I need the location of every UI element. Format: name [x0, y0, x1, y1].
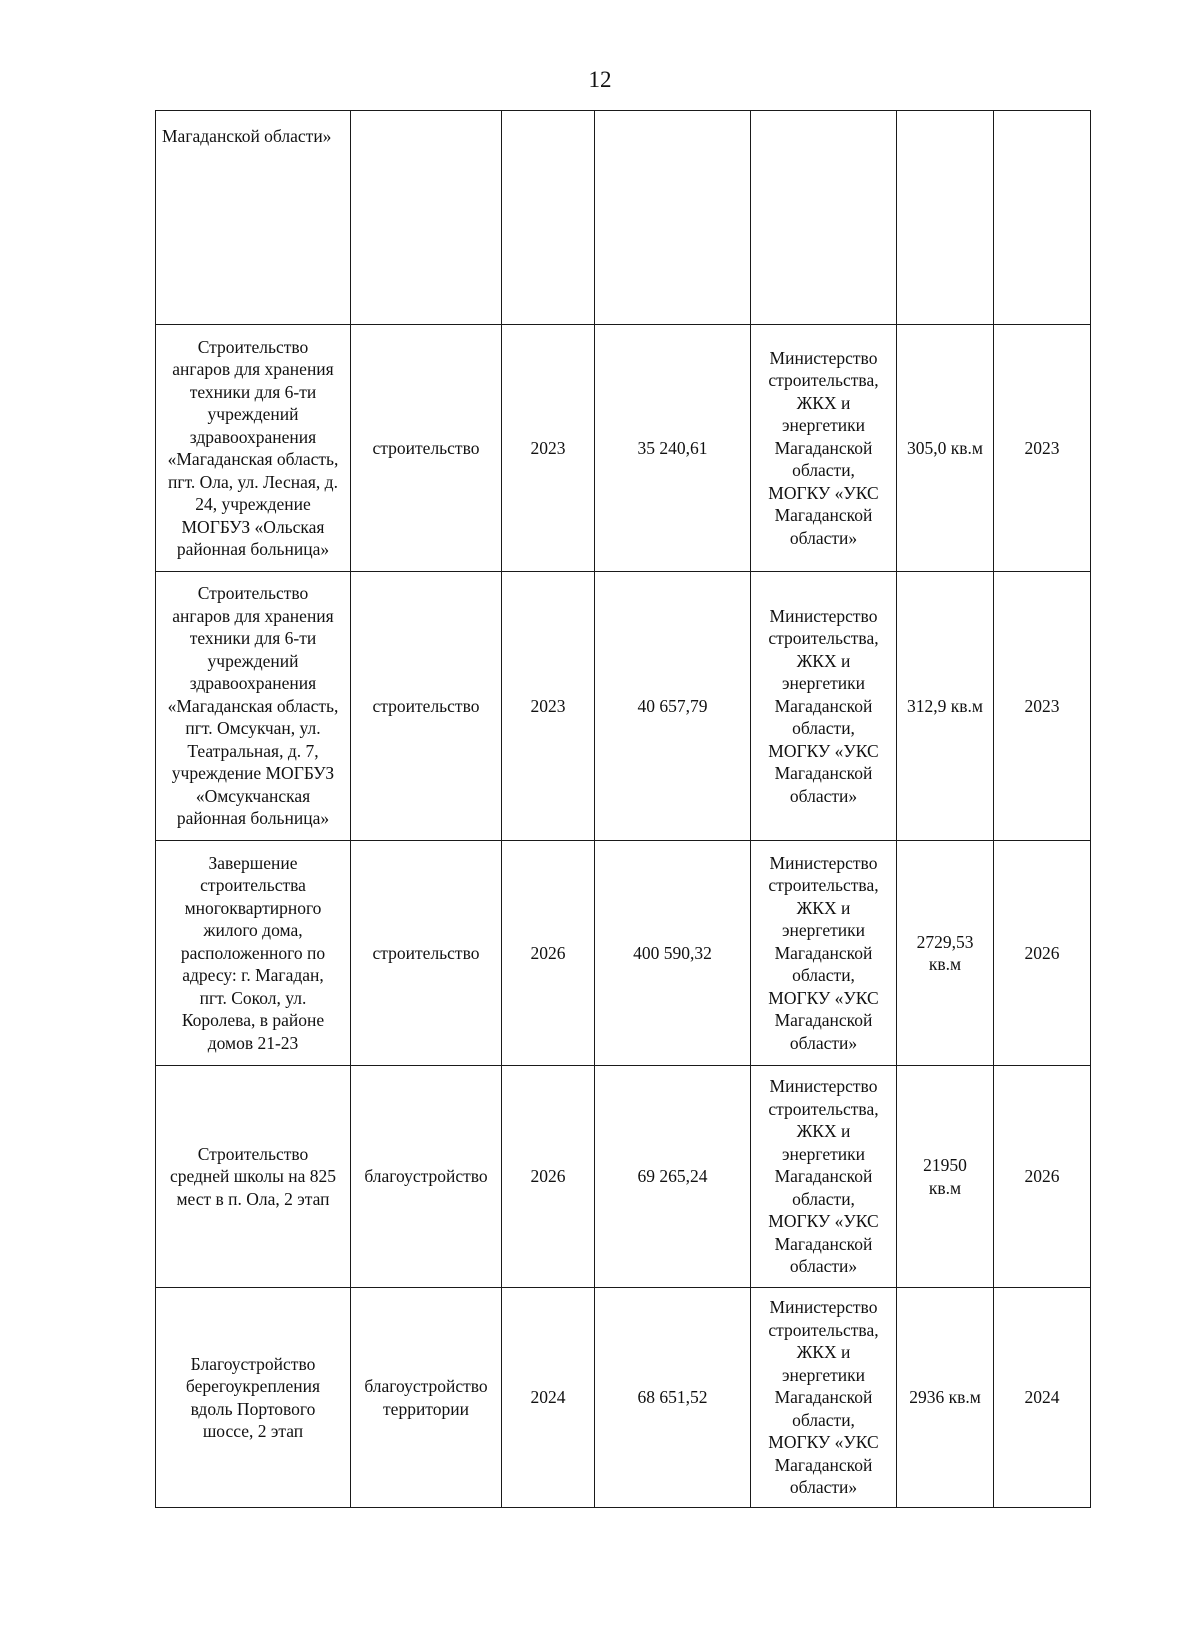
- capacity-line: 2729,53: [916, 931, 974, 952]
- object-description-line: здравоохранения: [189, 426, 317, 447]
- table-row: [156, 325, 1091, 572]
- responsible-cell: [751, 1066, 897, 1288]
- object-description-line: адресу: г. Магадан,: [182, 965, 324, 986]
- empty-cell: [994, 111, 1091, 325]
- object-description-cell: [156, 572, 351, 841]
- responsible-line: области»: [789, 1256, 858, 1277]
- object-description-line: пгт. Ола, ул. Лесная, д.: [168, 471, 338, 492]
- responsible-line: области,: [792, 1409, 855, 1430]
- work-type-cell: [351, 325, 502, 572]
- object-description-line: пгт. Омсукчан, ул.: [185, 718, 321, 739]
- capacity-cell: [897, 841, 994, 1066]
- responsible-line: Магаданской: [774, 763, 873, 784]
- empty-cell: [595, 111, 751, 325]
- responsible-line: энергетики: [782, 920, 865, 941]
- responsible-line: Магаданской: [774, 1166, 873, 1187]
- object-description-line: Строительство: [197, 1143, 309, 1164]
- object-description-line: строительства: [200, 875, 306, 896]
- capacity-line: 305,0 кв.м: [907, 437, 983, 458]
- year-start-cell: 2024: [502, 1288, 595, 1508]
- responsible-line: Министерство: [769, 1076, 878, 1097]
- year-end-cell: 2023: [994, 572, 1091, 841]
- empty-cell: [502, 111, 595, 325]
- capacity-line: 2936 кв.м: [909, 1387, 981, 1408]
- responsible-line: Министерство: [769, 347, 878, 368]
- responsible-line: МОГКУ «УКС: [768, 987, 879, 1008]
- object-description-line: многоквартирного: [184, 897, 322, 918]
- object-description-line: берегоукрепления: [185, 1376, 321, 1396]
- object-description-line: учреждений: [207, 650, 299, 671]
- table-row: [156, 1288, 1091, 1508]
- work-type-line: благоустройство: [364, 1166, 488, 1187]
- responsible-line: области»: [789, 1032, 858, 1053]
- capacity-cell: [897, 325, 994, 572]
- object-description-line: МОГБУЗ «Ольская: [181, 516, 325, 537]
- object-description-line: Театральная, д. 7,: [187, 740, 319, 761]
- responsible-line: МОГКУ «УКС: [768, 482, 879, 503]
- responsible-line: ЖКХ и: [796, 897, 851, 918]
- responsible-line: Магаданской: [774, 505, 873, 526]
- work-type-cell: [351, 841, 502, 1066]
- responsible-cell: [751, 1288, 897, 1508]
- capacity-line: кв.м: [928, 1177, 962, 1198]
- responsible-line: энергетики: [782, 1364, 865, 1385]
- table-body: [156, 111, 1091, 1508]
- continuation-cell: Магаданской области»: [156, 111, 351, 325]
- object-description-line: районная больница»: [176, 539, 330, 559]
- object-description-line: учреждений: [207, 404, 299, 424]
- empty-cell: [897, 111, 994, 325]
- object-description-line: вдоль Портового: [190, 1398, 316, 1419]
- responsible-line: ЖКХ и: [796, 392, 851, 413]
- cost-cell: 68 651,52: [595, 1288, 751, 1508]
- responsible-line: области,: [792, 965, 855, 986]
- responsible-cell: [751, 841, 897, 1066]
- responsible-line: энергетики: [782, 415, 865, 436]
- object-description-line: «Магаданская область,: [167, 449, 339, 469]
- work-type-line: территории: [383, 1398, 469, 1419]
- cost-cell: 69 265,24: [595, 1066, 751, 1288]
- work-type-line: благоустройство: [364, 1376, 488, 1396]
- year-end-cell: 2023: [994, 325, 1091, 572]
- responsible-line: МОГКУ «УКС: [768, 740, 879, 761]
- object-description-cell: [156, 1066, 351, 1288]
- page-number: 12: [588, 67, 612, 92]
- responsible-line: строительства,: [768, 628, 879, 649]
- table-row: [156, 841, 1091, 1066]
- responsible-line: энергетики: [782, 673, 865, 694]
- object-description-line: здравоохранения: [189, 673, 317, 694]
- responsible-line: строительства,: [768, 875, 879, 896]
- responsible-line: области,: [792, 718, 855, 739]
- table-row-continuation: [156, 111, 1091, 325]
- capacity-cell: [897, 1288, 994, 1508]
- object-description-line: учреждение МОГБУЗ: [171, 763, 335, 784]
- capacity-line: 312,9 кв.м: [907, 695, 983, 716]
- responsible-line: Магаданской: [774, 1454, 873, 1475]
- responsible-line: строительства,: [768, 1319, 879, 1340]
- responsible-line: ЖКХ и: [796, 1342, 851, 1363]
- year-start-cell: 2023: [502, 572, 595, 841]
- year-end-cell: 2026: [994, 1066, 1091, 1288]
- capacity-cell: [897, 1066, 994, 1288]
- responsible-line: строительства,: [768, 370, 879, 391]
- object-description-line: районная больница»: [176, 808, 330, 829]
- object-description-line: пгт. Сокол, ул.: [199, 987, 307, 1008]
- object-description-line: Завершение: [208, 852, 298, 873]
- object-description-line: 24, учреждение: [195, 494, 311, 514]
- object-description-line: мест в п. Ола, 2 этап: [176, 1188, 330, 1209]
- responsible-cell: [751, 572, 897, 841]
- year-start-cell: 2023: [502, 325, 595, 572]
- object-description-line: Королева, в районе: [181, 1010, 325, 1031]
- object-description-line: техники для 6-ти: [189, 628, 317, 649]
- responsible-line: МОГКУ «УКС: [768, 1211, 879, 1232]
- object-description-line: шоссе, 2 этап: [202, 1421, 304, 1441]
- object-description-cell: [156, 1288, 351, 1508]
- capacity-line: кв.м: [928, 954, 962, 974]
- object-description-line: жилого дома,: [203, 920, 303, 941]
- cost-cell: 40 657,79: [595, 572, 751, 841]
- responsible-line: области»: [789, 1477, 858, 1498]
- responsible-line: ЖКХ и: [796, 1121, 851, 1142]
- responsible-line: Магаданской: [774, 1233, 873, 1254]
- object-description-line: домов 21-23: [207, 1032, 299, 1053]
- responsible-line: Министерство: [769, 605, 878, 626]
- responsible-line: ЖКХ и: [796, 650, 851, 671]
- empty-cell: [751, 111, 897, 325]
- responsible-line: строительства,: [768, 1098, 879, 1119]
- object-description-line: ангаров для хранения: [172, 605, 334, 626]
- object-description-line: Строительство: [197, 336, 309, 357]
- work-type-cell: [351, 1288, 502, 1508]
- responsible-line: области»: [789, 785, 858, 806]
- work-type-cell: [351, 572, 502, 841]
- responsible-line: области»: [789, 527, 858, 548]
- object-description-line: средней школы на 825: [169, 1166, 337, 1187]
- capacity-cell: [897, 572, 994, 841]
- responsible-cell: [751, 325, 897, 572]
- responsible-line: Магаданской: [774, 1010, 873, 1031]
- object-description-line: техники для 6-ти: [189, 381, 317, 402]
- object-description-line: «Магаданская область,: [167, 695, 339, 716]
- table-row: [156, 1066, 1091, 1288]
- object-description-line: ангаров для хранения: [172, 359, 334, 379]
- object-description-cell: [156, 325, 351, 572]
- responsible-line: Магаданской: [774, 695, 873, 716]
- responsible-line: Министерство: [769, 1297, 878, 1318]
- object-description-line: «Омсукчанская: [195, 785, 311, 806]
- year-end-cell: 2024: [994, 1288, 1091, 1508]
- object-description-line: расположенного по: [180, 942, 326, 963]
- responsible-line: энергетики: [782, 1143, 865, 1164]
- object-description-line: Строительство: [197, 583, 309, 604]
- responsible-line: области,: [792, 460, 855, 481]
- capacity-line: 21950: [923, 1155, 967, 1175]
- responsible-line: Магаданской: [774, 437, 873, 458]
- projects-table: [155, 110, 1091, 1508]
- responsible-line: Магаданской: [774, 1387, 873, 1408]
- table-row: [156, 572, 1091, 841]
- work-type-cell: [351, 1066, 502, 1288]
- responsible-line: Министерство: [769, 852, 878, 873]
- work-type-line: строительство: [372, 942, 480, 963]
- responsible-line: МОГКУ «УКС: [768, 1432, 879, 1453]
- year-end-cell: 2026: [994, 841, 1091, 1066]
- object-description-line: Благоустройство: [190, 1353, 316, 1374]
- cost-cell: 35 240,61: [595, 325, 751, 572]
- empty-cell: [351, 111, 502, 325]
- work-type-line: строительство: [372, 437, 480, 458]
- year-start-cell: 2026: [502, 841, 595, 1066]
- work-type-line: строительство: [372, 695, 480, 716]
- object-description-cell: [156, 841, 351, 1066]
- responsible-line: Магаданской: [774, 942, 873, 963]
- responsible-line: области,: [792, 1188, 855, 1209]
- year-start-cell: 2026: [502, 1066, 595, 1288]
- cost-cell: 400 590,32: [595, 841, 751, 1066]
